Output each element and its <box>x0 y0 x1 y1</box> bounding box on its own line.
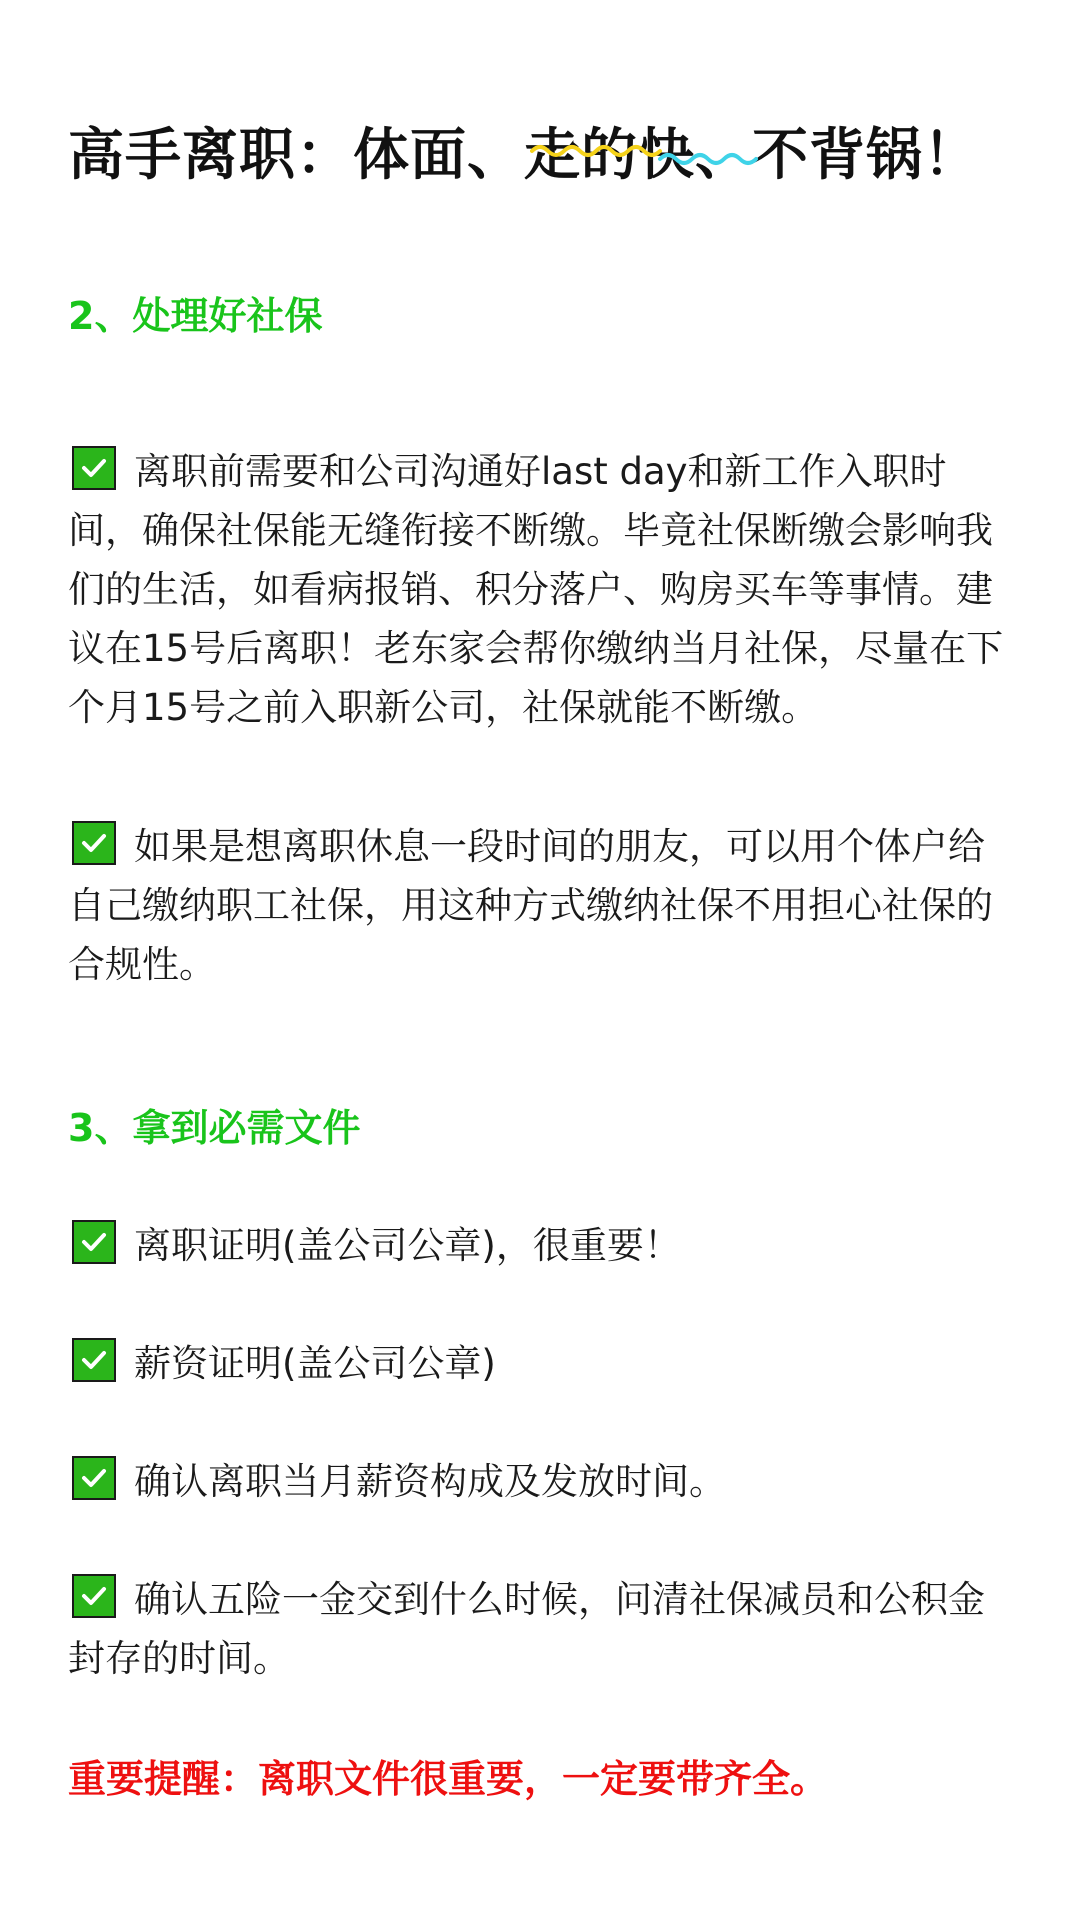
checkmark-box-icon <box>72 1456 116 1500</box>
checkmark-box-icon <box>72 1220 116 1264</box>
section-heading-documents: 3、拿到必需文件 <box>68 1106 361 1150</box>
checkmark-box-icon <box>72 1574 116 1618</box>
page-title: 高手离职：体面、走的快、不背锅！ <box>68 123 980 188</box>
checkmark-box-icon <box>72 446 116 490</box>
list-item-text: 离职前需要和公司沟通好last day和新工作入职时间，确保社保能无缝衔接不断缴。毕竟社保断缴会影响我们的生活，如看病报销、积分落户、购房买车等事情。建议在15号后离职！老东家会帮你缴纳当月社保，尽量在下个月15号之前入职新公司，社保就能不断缴。 <box>68 450 1004 729</box>
title-block <box>68 0 1012 194</box>
list-item-text: 薪资证明(盖公司公章) <box>134 1342 496 1385</box>
list-item-text: 离职证明(盖公司公章)，很重要！ <box>134 1224 681 1267</box>
list-item-text: 确认五险一金交到什么时候，问清社保减员和公积金封存的时间。 <box>68 1578 985 1680</box>
important-reminder: 重要提醒：离职文件很重要，一定要带齐全。 <box>68 1757 829 1801</box>
section-heading-social-insurance: 2、处理好社保 <box>68 294 323 338</box>
list-item-text: 确认离职当月薪资构成及发放时间。 <box>134 1460 726 1503</box>
list-item <box>68 817 1012 994</box>
checkmark-box-icon <box>72 1338 116 1382</box>
list-item <box>68 442 1012 737</box>
checkmark-box-icon <box>72 821 116 865</box>
list-item <box>68 1216 1012 1275</box>
list-item-text: 如果是想离职休息一段时间的朋友，可以用个体户给自己缴纳职工社保，用这种方式缴纳社保不用担心社保的合规性。 <box>68 825 993 986</box>
list-item <box>68 1334 1012 1393</box>
list-item <box>68 1570 1012 1688</box>
list-item <box>68 1452 1012 1511</box>
squiggle-underline-icon <box>530 139 768 171</box>
